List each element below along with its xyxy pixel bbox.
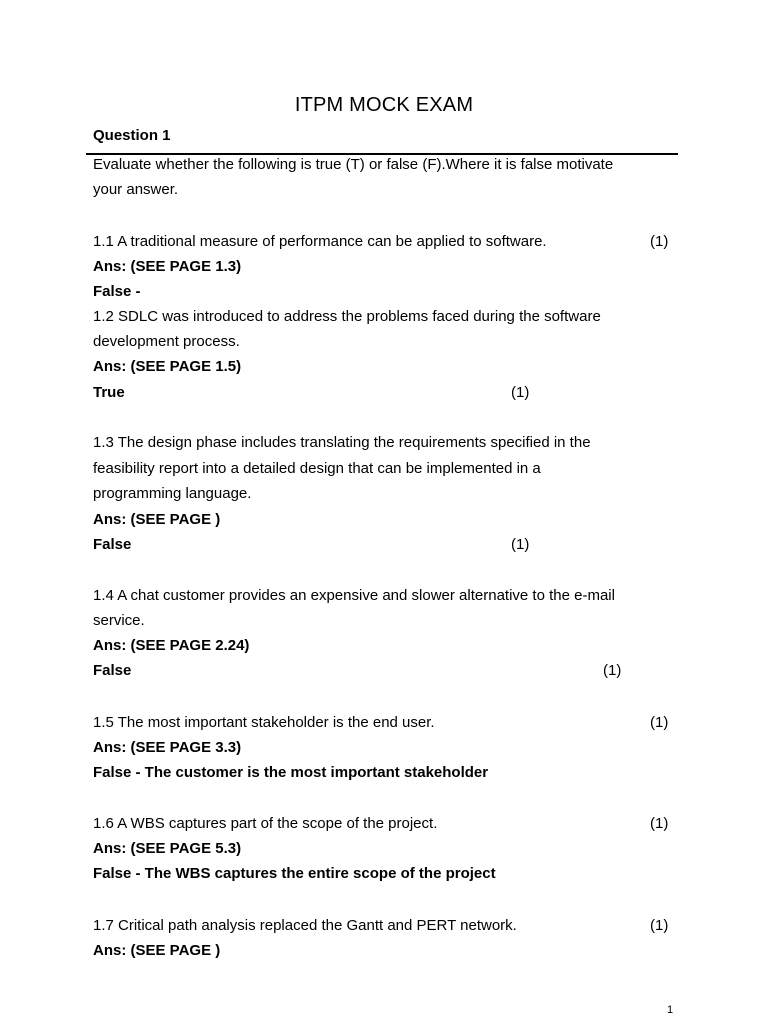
answer-verdict: True [93,384,125,401]
question-text: 1.5 The most important stakeholder is the end user. [93,714,435,731]
question-mark: (1) [650,917,669,934]
question-text: 1.6 A WBS captures part of the scope of the project. [93,815,438,832]
verdict-mark: (1) [511,536,530,553]
page-number: 1 [667,1004,674,1016]
answer-reference: Ans: (SEE PAGE 2.24) [93,637,250,654]
answer-reference: Ans: (SEE PAGE 1.5) [93,358,242,375]
answer-verdict: False [93,536,132,553]
answer-verdict: False [93,662,132,679]
verdict-mark: (1) [511,384,530,401]
answer-reference: Ans: (SEE PAGE 1.3) [93,258,242,275]
answer-reference: Ans: (SEE PAGE ) [93,942,221,959]
question-mark: (1) [650,233,669,250]
answer-verdict: False - [93,283,141,300]
page-title: ITPM MOCK EXAM [294,94,474,116]
instruction-line: your answer. [93,181,179,198]
question-text: development process. [93,333,240,350]
answer-reference: Ans: (SEE PAGE 3.3) [93,739,242,756]
question-mark: (1) [650,815,669,832]
question-text: 1.1 A traditional measure of performance can be applied to software. [93,233,547,250]
instruction-line: Evaluate whether the following is true (T) or false (F).Where it is false motivate [93,156,614,173]
verdict-mark: (1) [603,662,622,679]
question-text: programming language. [93,485,252,502]
answer-reference: Ans: (SEE PAGE ) [93,511,221,528]
question-text: 1.3 The design phase includes translating the requirements specified in the [93,434,591,451]
answer-verdict: False - The customer is the most important stakeholder [93,764,489,781]
question-mark: (1) [650,714,669,731]
answer-reference: Ans: (SEE PAGE 5.3) [93,840,242,857]
question-heading: Question 1 [93,127,171,144]
question-text: service. [93,612,145,629]
answer-verdict: False - The WBS captures the entire scope of the project [93,865,496,882]
question-text: 1.7 Critical path analysis replaced the Gantt and PERT network. [93,917,517,934]
question-text: feasibility report into a detailed design that can be implemented in a [93,460,541,477]
question-text: 1.2 SDLC was introduced to address the problems faced during the software [93,308,601,325]
question-text: 1.4 A chat customer provides an expensive and slower alternative to the e-mail [93,587,615,604]
